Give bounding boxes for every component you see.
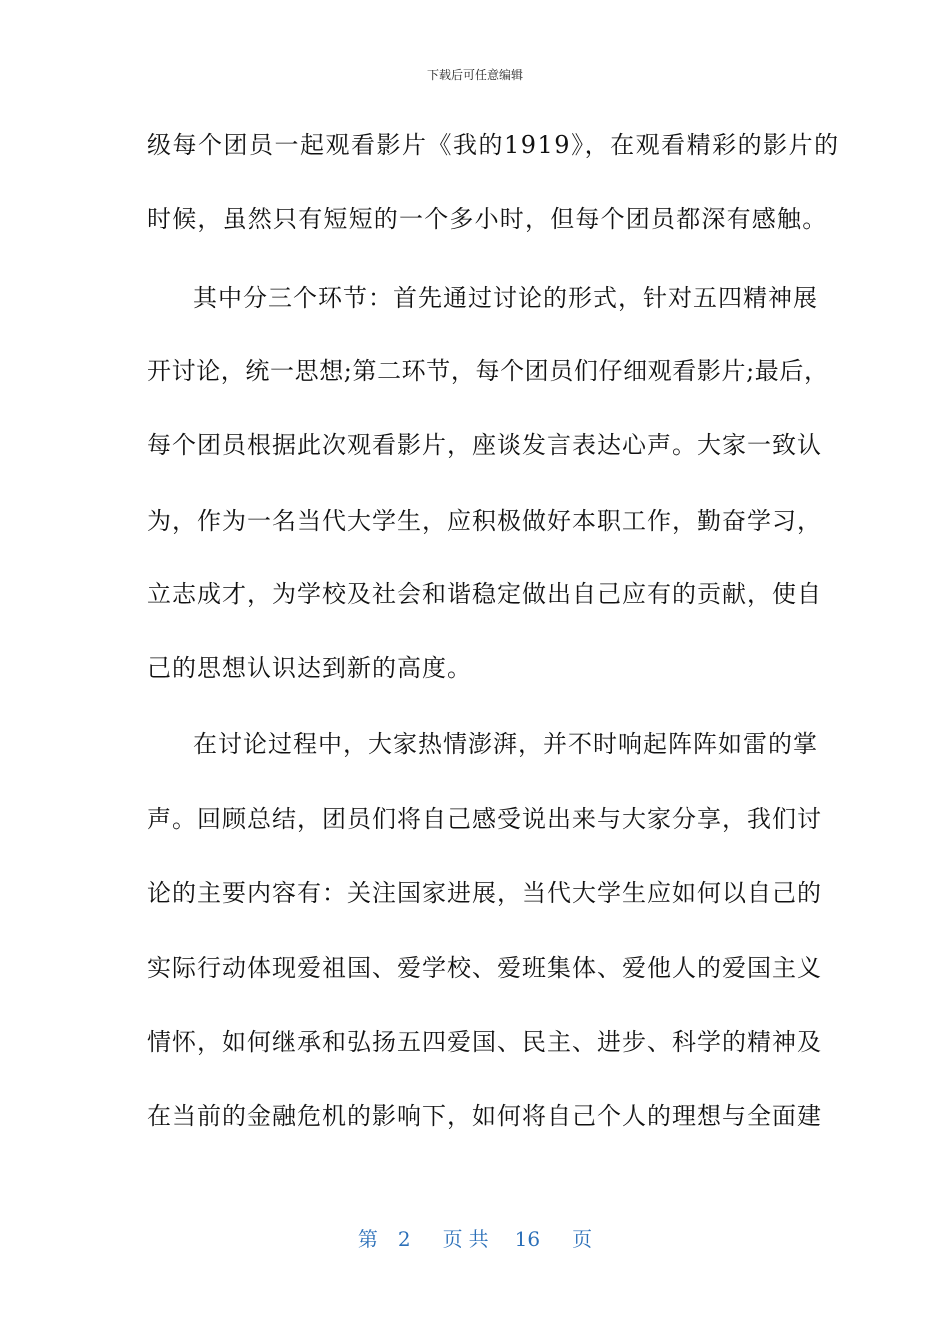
- text-line: 开讨论，统一思想;第二环节，每个团员们仔细观看影片;最后，: [147, 357, 829, 385]
- footer-prefix: 第: [357, 1227, 378, 1251]
- text-line: 声。回顾总结，团员们将自己感受说出来与大家分享，我们讨: [147, 805, 822, 833]
- text-line: 实际行动体现爱祖国、爱学校、爱班集体、爱他人的爱国主义: [147, 954, 822, 982]
- text-line: 立志成才，为学校及社会和谐稳定做出自己应有的贡献，使自: [147, 580, 822, 608]
- footer-middle: 页共: [442, 1227, 495, 1251]
- text-line: 己的思想认识达到新的高度。: [147, 654, 472, 682]
- text-line: 级每个团员一起观看影片《我的1919》，在观看精彩的影片的: [147, 131, 840, 159]
- page-footer: [0, 1226, 950, 1252]
- text-line: 在讨论过程中，大家热情澎湃，并不时响起阵阵如雷的掌: [193, 730, 818, 758]
- text-line: 其中分三个环节：首先通过讨论的形式，针对五四精神展: [193, 284, 818, 312]
- text-line: 情怀，如何继承和弘扬五四爱国、民主、进步、科学的精神及: [147, 1028, 822, 1056]
- text-line: 时候，虽然只有短短的一个多小时，但每个团员都深有感触。: [147, 205, 828, 233]
- footer-page-number: 2: [397, 1227, 411, 1251]
- footer-suffix: 页: [572, 1227, 593, 1251]
- header-note: 下载后可任意编辑: [426, 68, 523, 82]
- text-line: 每个团员根据此次观看影片，座谈发言表达心声。大家一致认: [147, 431, 822, 459]
- text-line: 在当前的金融危机的影响下，如何将自己个人的理想与全面建: [147, 1102, 822, 1130]
- text-line: 为，作为一名当代大学生，应积极做好本职工作，勤奋学习，: [147, 507, 822, 535]
- footer-total-pages: 16: [514, 1227, 541, 1251]
- text-line: 论的主要内容有：关注国家进展，当代大学生应如何以自己的: [147, 879, 822, 907]
